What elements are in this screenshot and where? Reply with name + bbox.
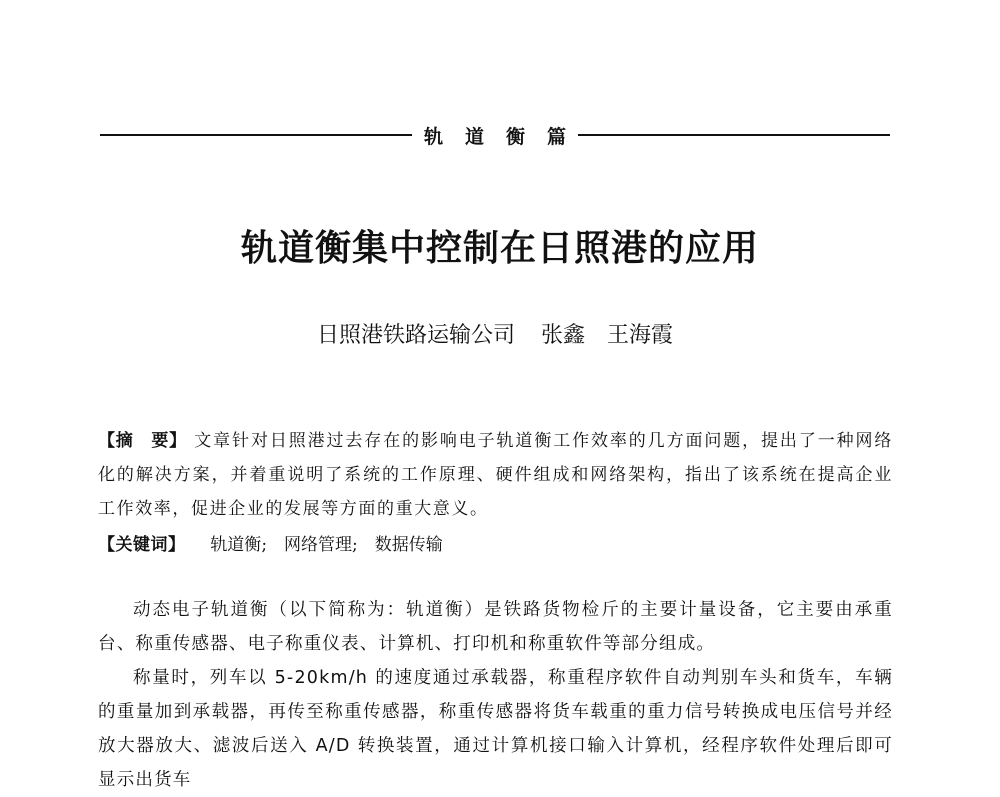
keywords: 【关键词】 轨道衡; 网络管理; 数据传输 xyxy=(98,535,443,555)
section-title: 轨道衡篇 xyxy=(424,125,589,148)
body-text xyxy=(98,593,893,797)
paragraph: 动态电子轨道衡（以下简称为：轨道衡）是铁路货物检斤的主要计量设备，它主要由承重台、称重传感器、电子称重仪表、计算机、打印机和称重软件等部分组成。 xyxy=(98,600,893,654)
keyword: 数据传输 xyxy=(374,535,443,555)
section-rule-right xyxy=(578,134,890,136)
section-header xyxy=(100,120,890,150)
keywords-label: 【关键词】 xyxy=(98,535,186,555)
abstract-text: 文章针对日照港过去存在的影响电子轨道衡工作效率的几方面问题，提出了一种网络化的解决方案，并着重说明了系统的工作原理、硬件组成和网络架构，指出了该系统在提高企业工作效率，促进企业的发展等方面的重大意义。 xyxy=(98,431,893,519)
affiliation: 日照港铁路运输公司 xyxy=(316,323,515,348)
author-line xyxy=(0,318,990,349)
article-title: 轨道衡集中控制在日照港的应用 xyxy=(240,227,759,269)
keyword: 轨道衡 xyxy=(210,535,262,555)
author-name: 王海霞 xyxy=(607,323,674,348)
author-name: 张鑫 xyxy=(540,323,585,348)
abstract xyxy=(98,424,893,526)
section-rule-left xyxy=(100,134,412,136)
paragraph: 称量时，列车以 5-20km/h 的速度通过承载器，称重程序软件自动判别车头和货车，车辆的重量加到承载器，再传至称重传感器，称重传感器将货车载重的重力信号转换成电压信号并经放大器放大、滤波后送入 A/D 转换装置，通过计算机接口输入计算机，经程序软件处理后即可显示出货车 xyxy=(98,668,893,790)
keyword: 网络管理 xyxy=(284,535,353,555)
section-title-wrap xyxy=(412,122,589,149)
abstract-label: 【摘 要】 xyxy=(98,431,187,451)
